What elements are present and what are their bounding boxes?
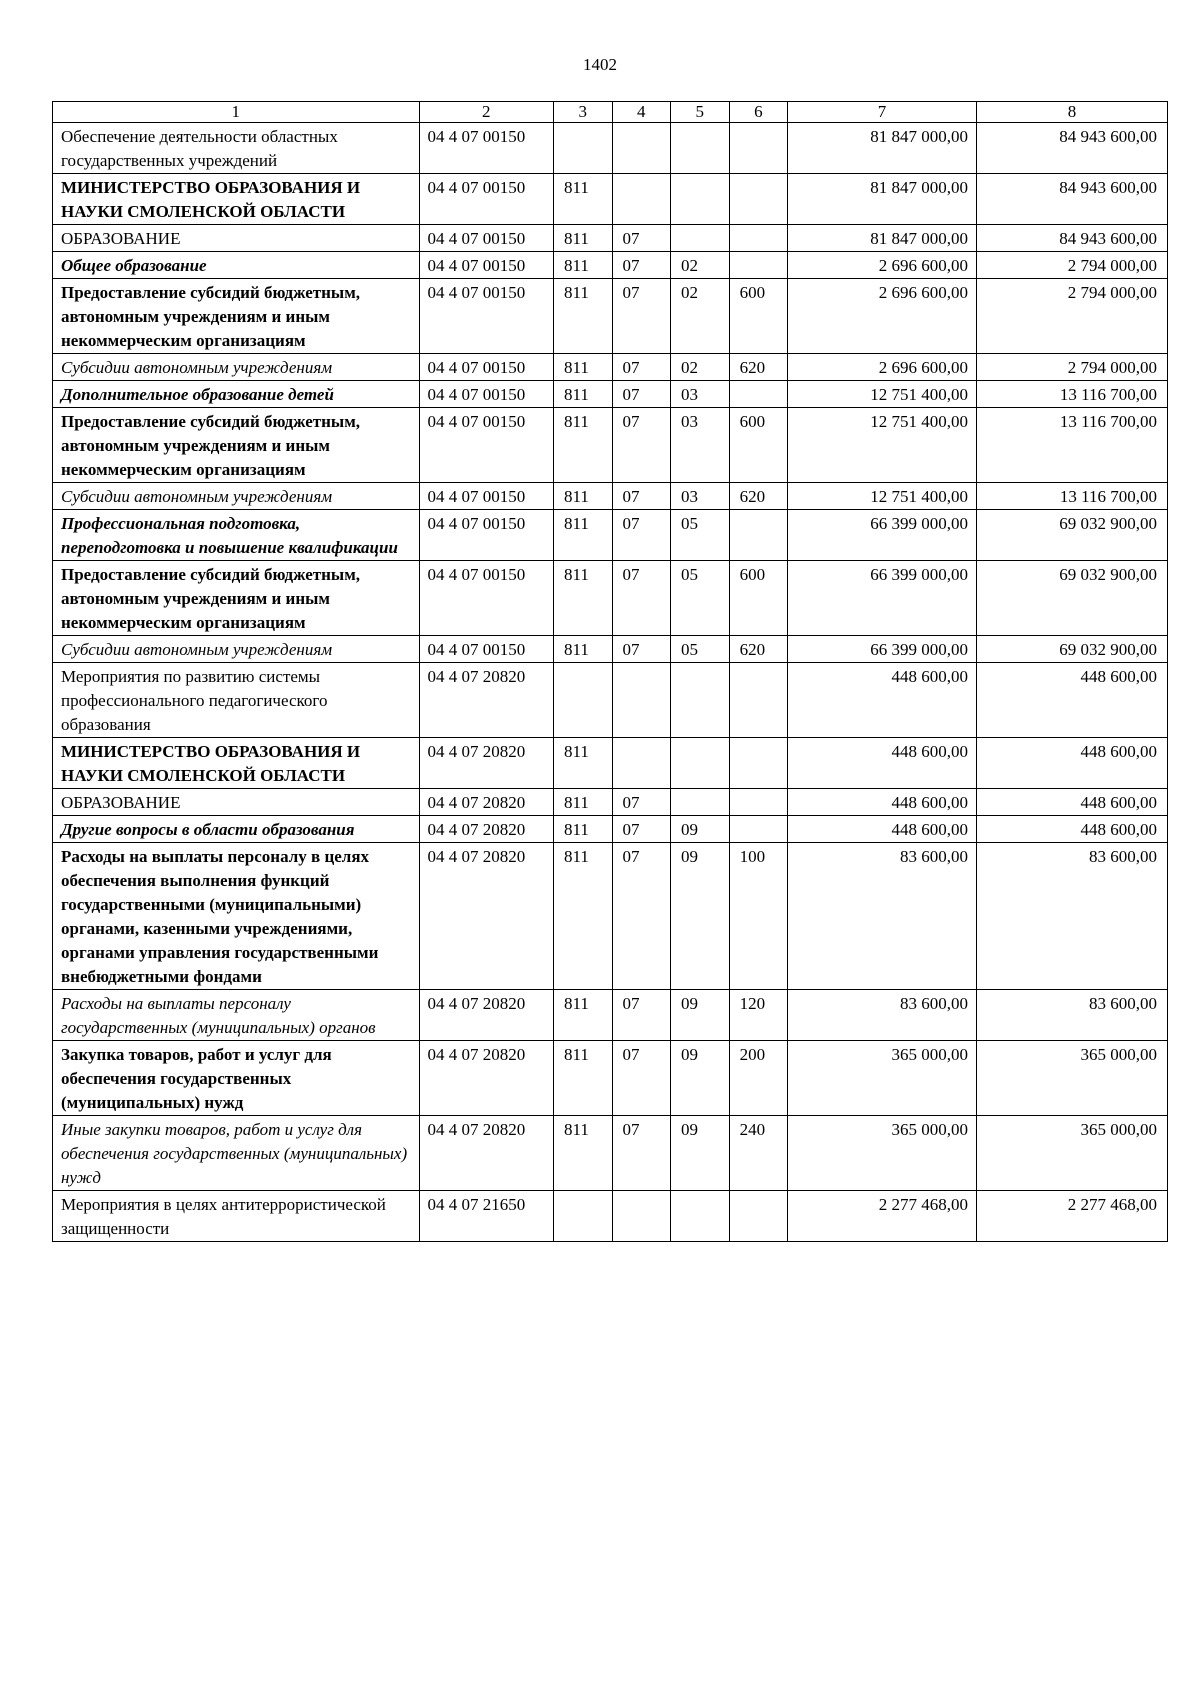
col-header-2: 2 bbox=[419, 102, 553, 123]
row-amount-col8: 448 600,00 bbox=[976, 738, 1167, 789]
row-pr-cell: 09 bbox=[671, 1116, 730, 1191]
table-row bbox=[53, 990, 1168, 1041]
row-pr-cell: 05 bbox=[671, 561, 730, 636]
row-ved-cell bbox=[554, 123, 613, 174]
row-amount-col8: 365 000,00 bbox=[976, 1116, 1167, 1191]
row-amount-col8: 448 600,00 bbox=[976, 789, 1167, 816]
row-ved-cell: 811 bbox=[554, 381, 613, 408]
row-vr-cell bbox=[729, 123, 788, 174]
row-code-cell: 04 4 07 00150 bbox=[419, 225, 553, 252]
row-amount-col7: 66 399 000,00 bbox=[788, 561, 977, 636]
row-amount-col8: 365 000,00 bbox=[976, 1041, 1167, 1116]
table-row bbox=[53, 636, 1168, 663]
row-name-cell: ОБРАЗОВАНИЕ bbox=[53, 789, 420, 816]
row-vr-cell bbox=[729, 1191, 788, 1242]
row-name-cell: Субсидии автономным учреждениям bbox=[53, 354, 420, 381]
row-amount-col7: 81 847 000,00 bbox=[788, 174, 977, 225]
table-body bbox=[53, 123, 1168, 1242]
row-vr-cell: 620 bbox=[729, 636, 788, 663]
row-code-cell: 04 4 07 00150 bbox=[419, 123, 553, 174]
row-ved-cell: 811 bbox=[554, 990, 613, 1041]
row-name-cell: Обеспечение деятельности областных государственных учреждений bbox=[53, 123, 420, 174]
row-pr-cell: 02 bbox=[671, 279, 730, 354]
col-header-6: 6 bbox=[729, 102, 788, 123]
row-amount-col8: 84 943 600,00 bbox=[976, 225, 1167, 252]
row-amount-col7: 365 000,00 bbox=[788, 1116, 977, 1191]
table-row bbox=[53, 510, 1168, 561]
row-name-cell: Предоставление субсидий бюджетным, автономным учреждениям и иным некоммерческим организациям bbox=[53, 408, 420, 483]
row-rz-cell: 07 bbox=[612, 990, 671, 1041]
row-amount-col8: 2 277 468,00 bbox=[976, 1191, 1167, 1242]
row-rz-cell bbox=[612, 738, 671, 789]
row-code-cell: 04 4 07 20820 bbox=[419, 663, 553, 738]
row-rz-cell: 07 bbox=[612, 1116, 671, 1191]
row-amount-col7: 12 751 400,00 bbox=[788, 381, 977, 408]
row-vr-cell bbox=[729, 663, 788, 738]
row-amount-col7: 448 600,00 bbox=[788, 663, 977, 738]
row-amount-col7: 448 600,00 bbox=[788, 738, 977, 789]
row-rz-cell: 07 bbox=[612, 816, 671, 843]
row-vr-cell bbox=[729, 510, 788, 561]
row-ved-cell: 811 bbox=[554, 843, 613, 990]
row-pr-cell: 09 bbox=[671, 816, 730, 843]
row-amount-col8: 13 116 700,00 bbox=[976, 381, 1167, 408]
row-amount-col8: 13 116 700,00 bbox=[976, 408, 1167, 483]
row-rz-cell bbox=[612, 123, 671, 174]
row-ved-cell: 811 bbox=[554, 816, 613, 843]
row-vr-cell bbox=[729, 252, 788, 279]
row-vr-cell: 600 bbox=[729, 561, 788, 636]
row-amount-col7: 83 600,00 bbox=[788, 990, 977, 1041]
row-rz-cell: 07 bbox=[612, 279, 671, 354]
table-row bbox=[53, 561, 1168, 636]
row-amount-col8: 69 032 900,00 bbox=[976, 510, 1167, 561]
row-amount-col8: 69 032 900,00 bbox=[976, 561, 1167, 636]
row-vr-cell bbox=[729, 738, 788, 789]
row-name-cell: МИНИСТЕРСТВО ОБРАЗОВАНИЯ И НАУКИ СМОЛЕНСКОЙ ОБЛАСТИ bbox=[53, 174, 420, 225]
row-pr-cell: 03 bbox=[671, 483, 730, 510]
row-vr-cell: 100 bbox=[729, 843, 788, 990]
row-ved-cell bbox=[554, 1191, 613, 1242]
row-amount-col8: 448 600,00 bbox=[976, 663, 1167, 738]
row-pr-cell: 03 bbox=[671, 408, 730, 483]
row-code-cell: 04 4 07 20820 bbox=[419, 990, 553, 1041]
row-name-cell: Другие вопросы в области образования bbox=[53, 816, 420, 843]
row-amount-col8: 84 943 600,00 bbox=[976, 123, 1167, 174]
row-rz-cell: 07 bbox=[612, 843, 671, 990]
row-code-cell: 04 4 07 00150 bbox=[419, 408, 553, 483]
row-ved-cell: 811 bbox=[554, 483, 613, 510]
row-code-cell: 04 4 07 20820 bbox=[419, 1041, 553, 1116]
row-rz-cell: 07 bbox=[612, 483, 671, 510]
row-vr-cell bbox=[729, 174, 788, 225]
row-code-cell: 04 4 07 20820 bbox=[419, 843, 553, 990]
row-amount-col7: 81 847 000,00 bbox=[788, 225, 977, 252]
row-rz-cell: 07 bbox=[612, 561, 671, 636]
table-row bbox=[53, 1041, 1168, 1116]
row-ved-cell: 811 bbox=[554, 1041, 613, 1116]
row-amount-col7: 12 751 400,00 bbox=[788, 483, 977, 510]
row-pr-cell: 09 bbox=[671, 990, 730, 1041]
table-row bbox=[53, 174, 1168, 225]
row-rz-cell: 07 bbox=[612, 354, 671, 381]
col-header-4: 4 bbox=[612, 102, 671, 123]
row-ved-cell: 811 bbox=[554, 636, 613, 663]
row-rz-cell: 07 bbox=[612, 225, 671, 252]
row-ved-cell bbox=[554, 663, 613, 738]
row-pr-cell: 09 bbox=[671, 1041, 730, 1116]
row-name-cell: Мероприятия в целях антитеррористической защищенности bbox=[53, 1191, 420, 1242]
row-amount-col7: 365 000,00 bbox=[788, 1041, 977, 1116]
table-row bbox=[53, 1116, 1168, 1191]
page-number: 1402 bbox=[583, 55, 617, 74]
row-pr-cell bbox=[671, 789, 730, 816]
row-ved-cell: 811 bbox=[554, 225, 613, 252]
row-code-cell: 04 4 07 20820 bbox=[419, 1116, 553, 1191]
row-code-cell: 04 4 07 21650 bbox=[419, 1191, 553, 1242]
row-ved-cell: 811 bbox=[554, 174, 613, 225]
row-vr-cell: 620 bbox=[729, 354, 788, 381]
row-rz-cell: 07 bbox=[612, 510, 671, 561]
row-amount-col7: 81 847 000,00 bbox=[788, 123, 977, 174]
row-ved-cell: 811 bbox=[554, 1116, 613, 1191]
row-name-cell: Предоставление субсидий бюджетным, автономным учреждениям и иным некоммерческим организациям bbox=[53, 279, 420, 354]
row-vr-cell: 120 bbox=[729, 990, 788, 1041]
table-row bbox=[53, 354, 1168, 381]
table-row bbox=[53, 1191, 1168, 1242]
row-amount-col7: 2 696 600,00 bbox=[788, 354, 977, 381]
row-amount-col8: 2 794 000,00 bbox=[976, 279, 1167, 354]
row-pr-cell bbox=[671, 123, 730, 174]
row-vr-cell: 620 bbox=[729, 483, 788, 510]
row-amount-col7: 2 696 600,00 bbox=[788, 279, 977, 354]
row-pr-cell: 09 bbox=[671, 843, 730, 990]
row-pr-cell bbox=[671, 225, 730, 252]
row-amount-col8: 69 032 900,00 bbox=[976, 636, 1167, 663]
row-amount-col8: 83 600,00 bbox=[976, 843, 1167, 990]
row-name-cell: Дополнительное образование детей bbox=[53, 381, 420, 408]
row-name-cell: Общее образование bbox=[53, 252, 420, 279]
row-name-cell: Закупка товаров, работ и услуг для обеспечения государственных (муниципальных) нужд bbox=[53, 1041, 420, 1116]
row-name-cell: Субсидии автономным учреждениям bbox=[53, 636, 420, 663]
table-row bbox=[53, 252, 1168, 279]
row-code-cell: 04 4 07 20820 bbox=[419, 816, 553, 843]
row-code-cell: 04 4 07 00150 bbox=[419, 354, 553, 381]
row-amount-col8: 83 600,00 bbox=[976, 990, 1167, 1041]
row-ved-cell: 811 bbox=[554, 510, 613, 561]
row-amount-col8: 2 794 000,00 bbox=[976, 354, 1167, 381]
row-name-cell: Мероприятия по развитию системы профессионального педагогического образования bbox=[53, 663, 420, 738]
table-row bbox=[53, 225, 1168, 252]
table-row bbox=[53, 483, 1168, 510]
row-amount-col8: 13 116 700,00 bbox=[976, 483, 1167, 510]
col-header-5: 5 bbox=[671, 102, 730, 123]
row-rz-cell bbox=[612, 174, 671, 225]
row-vr-cell bbox=[729, 816, 788, 843]
row-vr-cell: 600 bbox=[729, 279, 788, 354]
row-vr-cell bbox=[729, 225, 788, 252]
row-rz-cell: 07 bbox=[612, 408, 671, 483]
row-vr-cell: 600 bbox=[729, 408, 788, 483]
col-header-7: 7 bbox=[788, 102, 977, 123]
row-code-cell: 04 4 07 20820 bbox=[419, 738, 553, 789]
row-ved-cell: 811 bbox=[554, 408, 613, 483]
row-amount-col7: 83 600,00 bbox=[788, 843, 977, 990]
row-name-cell: МИНИСТЕРСТВО ОБРАЗОВАНИЯ И НАУКИ СМОЛЕНСКОЙ ОБЛАСТИ bbox=[53, 738, 420, 789]
row-ved-cell: 811 bbox=[554, 561, 613, 636]
row-pr-cell: 02 bbox=[671, 252, 730, 279]
row-amount-col7: 66 399 000,00 bbox=[788, 636, 977, 663]
row-code-cell: 04 4 07 00150 bbox=[419, 561, 553, 636]
table-row bbox=[53, 279, 1168, 354]
row-ved-cell: 811 bbox=[554, 738, 613, 789]
row-code-cell: 04 4 07 20820 bbox=[419, 789, 553, 816]
row-code-cell: 04 4 07 00150 bbox=[419, 636, 553, 663]
col-header-3: 3 bbox=[554, 102, 613, 123]
row-pr-cell bbox=[671, 174, 730, 225]
row-rz-cell bbox=[612, 663, 671, 738]
row-code-cell: 04 4 07 00150 bbox=[419, 483, 553, 510]
row-name-cell: Предоставление субсидий бюджетным, автономным учреждениям и иным некоммерческим организациям bbox=[53, 561, 420, 636]
row-code-cell: 04 4 07 00150 bbox=[419, 174, 553, 225]
row-pr-cell: 05 bbox=[671, 510, 730, 561]
row-vr-cell bbox=[729, 381, 788, 408]
row-amount-col7: 66 399 000,00 bbox=[788, 510, 977, 561]
table-row bbox=[53, 816, 1168, 843]
table-row bbox=[53, 843, 1168, 990]
row-amount-col7: 2 277 468,00 bbox=[788, 1191, 977, 1242]
col-header-8: 8 bbox=[976, 102, 1167, 123]
row-name-cell: Иные закупки товаров, работ и услуг для обеспечения государственных (муниципальных) нужд bbox=[53, 1116, 420, 1191]
row-code-cell: 04 4 07 00150 bbox=[419, 381, 553, 408]
table-row bbox=[53, 408, 1168, 483]
row-code-cell: 04 4 07 00150 bbox=[419, 510, 553, 561]
row-amount-col7: 448 600,00 bbox=[788, 816, 977, 843]
row-amount-col7: 12 751 400,00 bbox=[788, 408, 977, 483]
row-pr-cell bbox=[671, 663, 730, 738]
row-name-cell: Расходы на выплаты персоналу в целях обеспечения выполнения функций государственными (муниципальными) органами, казенными учреждениями, органами управления государственными внебюджетными фондами bbox=[53, 843, 420, 990]
row-name-cell: Профессиональная подготовка, переподготовка и повышение квалификации bbox=[53, 510, 420, 561]
table-row bbox=[53, 381, 1168, 408]
row-ved-cell: 811 bbox=[554, 789, 613, 816]
row-rz-cell: 07 bbox=[612, 381, 671, 408]
row-rz-cell: 07 bbox=[612, 1041, 671, 1116]
row-amount-col8: 2 794 000,00 bbox=[976, 252, 1167, 279]
budget-table bbox=[52, 101, 1168, 1242]
table-row bbox=[53, 123, 1168, 174]
row-pr-cell: 02 bbox=[671, 354, 730, 381]
row-code-cell: 04 4 07 00150 bbox=[419, 252, 553, 279]
row-amount-col7: 2 696 600,00 bbox=[788, 252, 977, 279]
row-rz-cell bbox=[612, 1191, 671, 1242]
row-ved-cell: 811 bbox=[554, 279, 613, 354]
row-ved-cell: 811 bbox=[554, 354, 613, 381]
table-row bbox=[53, 738, 1168, 789]
row-name-cell: Субсидии автономным учреждениям bbox=[53, 483, 420, 510]
row-name-cell: ОБРАЗОВАНИЕ bbox=[53, 225, 420, 252]
row-amount-col8: 448 600,00 bbox=[976, 816, 1167, 843]
row-rz-cell: 07 bbox=[612, 636, 671, 663]
row-pr-cell bbox=[671, 1191, 730, 1242]
table-row bbox=[53, 663, 1168, 738]
row-rz-cell: 07 bbox=[612, 789, 671, 816]
row-name-cell: Расходы на выплаты персоналу государственных (муниципальных) органов bbox=[53, 990, 420, 1041]
row-ved-cell: 811 bbox=[554, 252, 613, 279]
col-header-1: 1 bbox=[53, 102, 420, 123]
row-vr-cell bbox=[729, 789, 788, 816]
row-code-cell: 04 4 07 00150 bbox=[419, 279, 553, 354]
row-pr-cell: 03 bbox=[671, 381, 730, 408]
row-pr-cell: 05 bbox=[671, 636, 730, 663]
row-pr-cell bbox=[671, 738, 730, 789]
header-row bbox=[53, 102, 1168, 123]
row-amount-col8: 84 943 600,00 bbox=[976, 174, 1167, 225]
row-amount-col7: 448 600,00 bbox=[788, 789, 977, 816]
table-row bbox=[53, 789, 1168, 816]
row-vr-cell: 240 bbox=[729, 1116, 788, 1191]
row-vr-cell: 200 bbox=[729, 1041, 788, 1116]
row-rz-cell: 07 bbox=[612, 252, 671, 279]
